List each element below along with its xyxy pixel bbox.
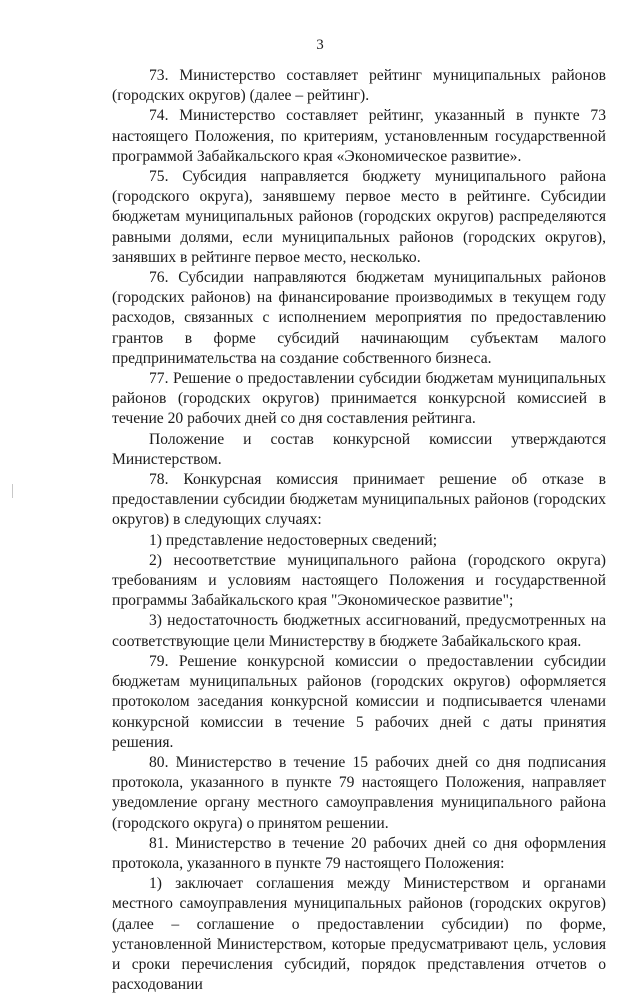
paragraph-73: 73. Министерство составляет рейтинг муниципальных районов (городских округов) (далее – рейтинг). (112, 67, 606, 105)
paragraph-76: 76. Субсидии направляются бюджетам муниципальных районов (городских районов) на финансирование производимых в текущем году расходов, связанных с исполнением мероприятия по предоставлению грантов в форме субсидий начинающим субъектам малого предпринимательства на создание собственного бизнеса. (112, 269, 606, 367)
list-item-81-1: 1) заключает соглашения между Министерством и органами местного самоуправления муниципальных районов (городских округов) (далее – соглашение о предоставлении субсидии) по форме, установленной Министерством, которые предусматривают цель, условия и сроки перечисления субсидий, порядок представления отчетов о расходовании (112, 875, 606, 994)
paragraph-74: 74. Министерство составляет рейтинг, указанный в пункте 73 настоящего Положения, по критериям, установленным государственной программой Забайкальского края «Экономическое развитие». (112, 107, 606, 165)
paragraph-75: 75. Субсидия направляется бюджету муниципального района (городского округа), занявшему первое место в рейтинге. Субсидии бюджетам муниципальных районов (городских округов) распределяются равными долями, если муниципальных районов (городских округов), занявших в рейтинге первое место, несколько. (112, 168, 606, 266)
list-item-78-2: 2) несоответствие муниципального района (городского округа) требованиям и условиям настоящего Положения и государственной программы Забайкальского края "Экономическое развитие"; (112, 551, 606, 610)
paragraph-81: 81. Министерство в течение 20 рабочих дней со дня оформления протокола, указанного в пункте 79 настоящего Положения: (112, 834, 606, 872)
paragraph-78: 78. Конкурсная комиссия принимает решение об отказе в предоставлении субсидии бюджетам муниципальных районов (городских округов) в следующих случаях: (112, 471, 606, 529)
paragraph-79: 79. Решение конкурсной комиссии о предоставлении субсидии бюджетам муниципальных районов (городских округов) оформляется протоколом заседания конкурсной комиссии и подписывается членами конкурсной комиссии в течение 5 рабочих дней с даты принятия решения. (112, 652, 606, 751)
document-body (112, 66, 606, 995)
list-item-78-1: 1) представление недостоверных сведений; (149, 531, 438, 549)
paragraph-77: 77. Решение о предоставлении субсидии бюджетам муниципальных районов (городских округов) принимается конкурсной комиссией в течение 20 рабочих дней со дня составления рейтинга. (112, 370, 606, 428)
paragraph-80: 80. Министерство в течение 15 рабочих дней со дня подписания протокола, указанного в пункте 79 настоящего Положения, направляет уведомление органу местного самоуправления муниципального района (городского округа) о принятом решении. (112, 753, 606, 832)
list-item-78-3: 3) недостаточность бюджетных ассигнований, предусмотренных на соответствующие цели Министерству в бюджете Забайкальского края. (112, 612, 606, 650)
page-number: 3 (316, 37, 324, 53)
paragraph-commission-approval: Положение и состав конкурсной комиссии утверждаются Министерством. (112, 430, 606, 468)
margin-mark (12, 484, 13, 498)
